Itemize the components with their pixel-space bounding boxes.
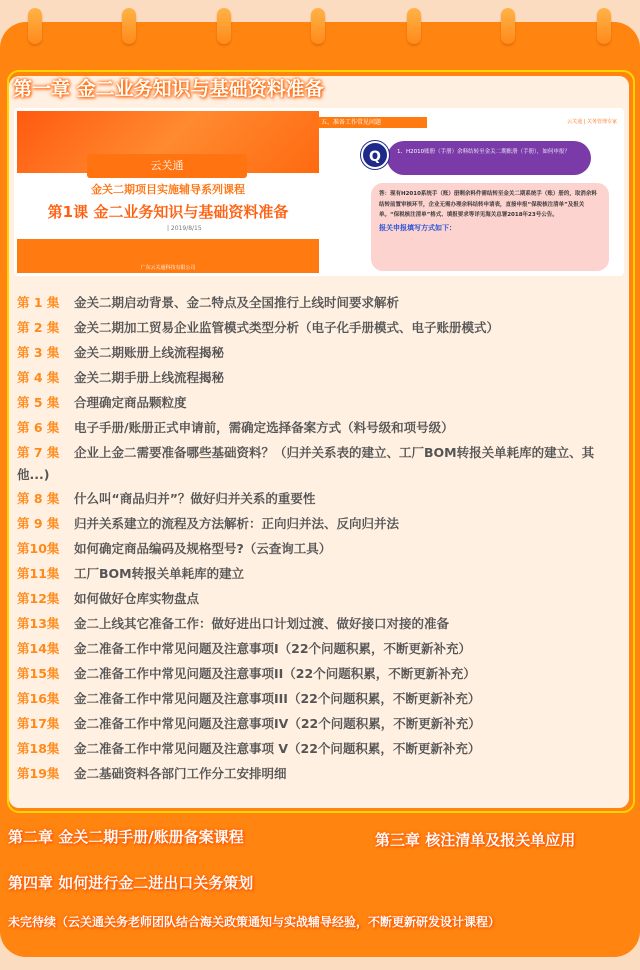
chapter3-title[interactable]: 第三章 核注清单及报关单应用 bbox=[375, 831, 576, 849]
episode-number: 第16集 bbox=[17, 691, 60, 706]
episode-item[interactable] bbox=[17, 686, 617, 711]
question-bubble: 1、H2010账册（手册）余料结转至金关二期账册（手册），如何申报？ bbox=[387, 141, 591, 175]
cover-title: 第1课 金二业务知识与基础资料准备 bbox=[47, 203, 289, 221]
episode-number: 第15集 bbox=[17, 666, 60, 681]
chapter4-title[interactable]: 第四章 如何进行金二进出口关务策划 bbox=[8, 874, 254, 892]
episode-item[interactable] bbox=[17, 290, 617, 315]
episode-number: 第 1 集 bbox=[17, 295, 60, 310]
episode-number: 第11集 bbox=[17, 566, 60, 581]
answer-text: 答：现有H2010系统手（账）册剩余料件需结转至金关二期系统手（账）册的，取消余料结转前置审核环节，企业无需办理余料结转申请表，直接申报“保税核注清单”及报关单。“保税核注清单”格式、填报要求等详见海关总署2018年23号公告。 bbox=[379, 191, 597, 218]
episode-title: 什么叫“商品归并”？做好归并关系的重要性 bbox=[74, 491, 316, 506]
episode-title: 金二准备工作中常见问题及注意事项 V（22个问题积累，不断更新补充） bbox=[74, 741, 481, 756]
episode-title: 金二准备工作中常见问题及注意事项III（22个问题积累，不断更新补充） bbox=[74, 691, 481, 706]
episode-item[interactable] bbox=[17, 536, 617, 561]
qa-slide[interactable] bbox=[319, 111, 621, 273]
episode-title: 金关二期启动背景、金二特点及全国推行上线时间要求解析 bbox=[74, 295, 400, 310]
episode-number: 第 6 集 bbox=[17, 420, 60, 435]
episode-number: 第 8 集 bbox=[17, 491, 60, 506]
episode-item[interactable] bbox=[17, 340, 617, 365]
binder-ring-icon bbox=[597, 8, 611, 44]
episode-title: 合理确定商品颗粒度 bbox=[74, 395, 187, 410]
episode-title: 工厂BOM转报关单耗库的建立 bbox=[74, 566, 245, 581]
episode-number: 第10集 bbox=[17, 541, 60, 556]
episode-item[interactable] bbox=[17, 365, 617, 390]
episode-item[interactable] bbox=[17, 636, 617, 661]
episode-title: 电子手册/账册正式申请前，需确定选择备案方式（料号级和项号级） bbox=[74, 420, 454, 435]
episode-number: 第17集 bbox=[17, 716, 60, 731]
episode-number: 第18集 bbox=[17, 741, 60, 756]
episode-title: 金二基础资料各部门工作分工安排明细 bbox=[74, 766, 287, 781]
preview-images bbox=[14, 108, 624, 276]
brand-logo: 云关通 bbox=[87, 154, 247, 178]
cover-company: 广东云关通科技有限公司 bbox=[140, 265, 196, 271]
binder-ring-icon bbox=[28, 8, 42, 44]
episode-item[interactable] bbox=[17, 661, 617, 686]
episode-number: 第13集 bbox=[17, 616, 60, 631]
episode-number: 第 7 集 bbox=[17, 445, 60, 460]
answer-box bbox=[371, 183, 609, 271]
episode-number: 第 5 集 bbox=[17, 395, 60, 410]
episode-item[interactable] bbox=[17, 711, 617, 736]
episode-title: 金二准备工作中常见问题及注意事项II（22个问题积累，不断更新补充） bbox=[74, 666, 476, 681]
chapter1-title: 第一章 金二业务知识与基础资料准备 bbox=[13, 78, 324, 100]
episode-item[interactable] bbox=[17, 486, 617, 511]
course-cover-slide[interactable] bbox=[17, 111, 319, 273]
binder-ring-icon bbox=[501, 8, 515, 44]
episode-item[interactable] bbox=[17, 415, 617, 440]
binder-ring-icon bbox=[122, 8, 136, 44]
episode-title: 金二准备工作中常见问题及注意事项I（22个问题积累，不断更新补充） bbox=[74, 641, 472, 656]
episode-title: 金二准备工作中常见问题及注意事项IV（22个问题积累，不断更新补充） bbox=[74, 716, 481, 731]
episode-title: 金关二期手册上线流程揭秘 bbox=[74, 370, 225, 385]
binder-ring-icon bbox=[407, 8, 421, 44]
episode-number: 第 3 集 bbox=[17, 345, 60, 360]
howto-text: 报关申报填写方式如下： bbox=[379, 223, 456, 232]
episode-number: 第 9 集 bbox=[17, 516, 60, 531]
episode-item[interactable] bbox=[17, 442, 617, 486]
cover-date: | 2019/8/15 bbox=[167, 225, 202, 232]
episode-item[interactable] bbox=[17, 761, 617, 786]
episode-item[interactable] bbox=[17, 390, 617, 415]
episode-title: 如何做好仓库实物盘点 bbox=[74, 591, 200, 606]
episode-number: 第 2 集 bbox=[17, 320, 60, 335]
chapter2-title[interactable]: 第二章 金关二期手册/账册备案课程 bbox=[8, 828, 244, 846]
episode-number: 第14集 bbox=[17, 641, 60, 656]
episode-title: 金关二期账册上线流程揭秘 bbox=[74, 345, 225, 360]
footer-note: 未完待续（云关通关务老师团队结合海关政策通知与实战辅导经验，不断更新研发设计课程） bbox=[8, 915, 501, 929]
episode-number: 第 4 集 bbox=[17, 370, 60, 385]
brand-logo: 云关通 | 关务管理专家 bbox=[567, 119, 617, 125]
episode-item[interactable] bbox=[17, 736, 617, 761]
cover-subtitle: 金关二期项目实施辅导系列课程 bbox=[91, 183, 245, 196]
binder-ring-icon bbox=[217, 8, 231, 44]
question-icon: Q bbox=[361, 141, 389, 169]
episode-number: 第12集 bbox=[17, 591, 60, 606]
episode-number: 第19集 bbox=[17, 766, 60, 781]
episode-title: 金关二期加工贸易企业监管模式类型分析（电子化手册模式、电子账册模式） bbox=[74, 320, 500, 335]
episode-title: 归并关系建立的流程及方法解析：正向归并法、反向归并法 bbox=[74, 516, 400, 531]
episode-item[interactable] bbox=[17, 561, 617, 586]
episode-item[interactable] bbox=[17, 315, 617, 340]
binder-ring-icon bbox=[311, 8, 325, 44]
episode-item[interactable] bbox=[17, 511, 617, 536]
section-heading: 五、准备工作常见问题 bbox=[319, 117, 427, 128]
episode-title: 金二上线其它准备工作：做好进出口计划过渡、做好接口对接的准备 bbox=[74, 616, 450, 631]
episode-title: 如何确定商品编码及规格型号?（云查询工具） bbox=[74, 541, 332, 556]
episode-title: 企业上金二需要准备哪些基础资料？（归并关系表的建立、工厂BOM转报关单耗库的建立、其他...) bbox=[17, 445, 595, 482]
episode-item[interactable] bbox=[17, 611, 617, 636]
episode-item[interactable] bbox=[17, 586, 617, 611]
